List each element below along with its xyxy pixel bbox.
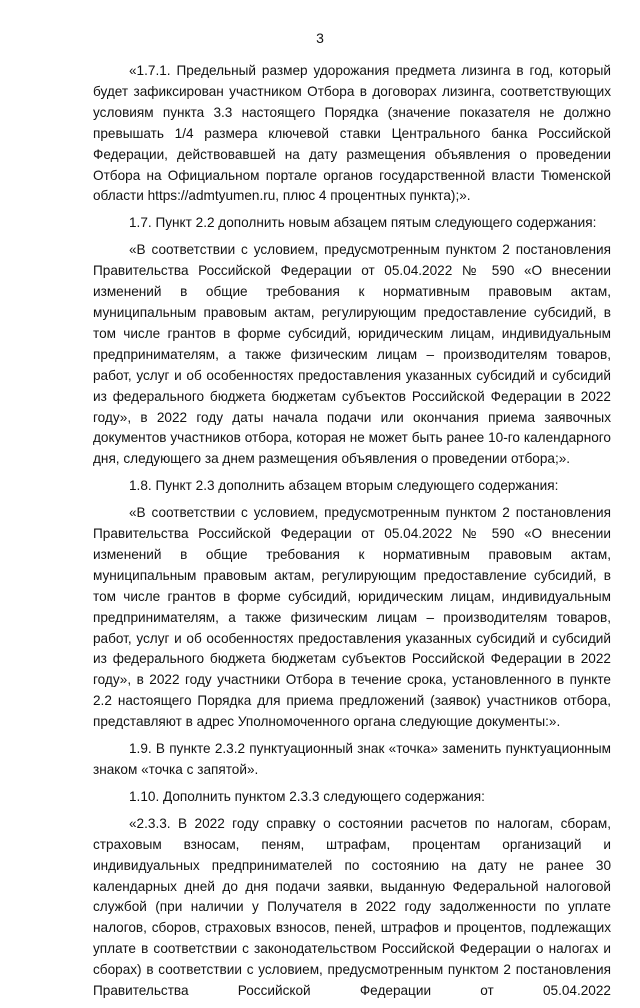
document-body xyxy=(93,61,611,1008)
paragraph-quote-2-3: «В соответствии с условием, предусмотренным пунктом 2 постановления Правительства Российской Федерации от 05.04.2022 № 590 «О внесении изменений в общие требования к нормативным правовым актам, муниципальным правовым актам, регулирующим предоставление субсидий, в том числе грантов в форме субсидий, юридическим лицам, индивидуальным предпринимателям, а также физическим лицам – производителям товаров, работ, услуг и об особенностях предоставления указанных субсидий и субсидий из федерального бюджета бюджетам субъектов Российской Федерации в 2022 году», в 2022 году участники Отбора в течение срока, установленного в пункте 2.2 настоящего Порядка для приема предложений (заявок) участников отбора, представляют в адрес Уполномоченного органа следующие документы:». xyxy=(93,505,611,730)
paragraph-quote-2-2: «В соответствии с условием, предусмотренным пунктом 2 постановления Правительства Российской Федерации от 05.04.2022 № 590 «О внесении изменений в общие требования к нормативным правовым актам, муниципальным правовым актам, регулирующим предоставление субсидий, в том числе грантов в форме субсидий, юридическим лицам, индивидуальным предпринимателям, а также физическим лицам – производителям товаров, работ, услуг и об особенностях предоставления указанных субсидий и субсидий из федерального бюджета бюджетам субъектов Российской Федерации в 2022 году», в 2022 году даты начала подачи или окончания приема заявочных документов участников отбора, которая не может быть ранее 10-го календарного дня, следующего за днем размещения объявления о проведении отбора;». xyxy=(93,242,611,467)
page-number: 3 xyxy=(316,30,324,46)
paragraph-1-7-1: «1.7.1. Предельный размер удорожания предмета лизинга в год, который будет зафиксирован участником Отбора в договорах лизинга, соответствующих условиям пункта 3.3 настоящего Порядка (значение показателя не должно превышать 1/4 размера ключевой ставки Центрального банка Российской Федерации, действовавшей на дату размещения объявления о проведении Отбора на Официальном портале органов государственной власти Тюменской области https://admtyumen.ru, плюс 4 процентных пункта);». xyxy=(93,63,611,204)
paragraph-1-10: 1.10. Дополнить пунктом 2.3.3 следующего содержания: xyxy=(129,788,485,804)
paragraph-1-8: 1.8. Пункт 2.3 дополнить абзацем вторым следующего содержания: xyxy=(129,478,559,494)
paragraph-1-9: 1.9. В пункте 2.3.2 пунктуационный знак «точка» заменить пунктуационным знаком «точка с запятой». xyxy=(93,741,611,777)
paragraph-2-3-3: «2.3.3. В 2022 году справку о состоянии расчетов по налогам, сборам, страховым взносам, пеням, штрафам, процентам организаций и индивидуальных предпринимателей по состоянию на дату не ранее 30 календарных дней до дня подачи заявки, выданную Федеральной налоговой службой (при наличии у Получателя в 2022 году задолженности по уплате налогов, сборов, страховых взносов, пеней, штрафов и процентов, подлежащих уплате в соответствии с законодательством Российской Федерации о налогах и сборах) в соответствии с условием, предусмотренным пунктом 2 постановления Правительства Российской Федерации от 05.04.2022 xyxy=(93,815,611,999)
paragraph-1-7: 1.7. Пункт 2.2 дополнить новым абзацем пятым следующего содержания: xyxy=(129,215,597,231)
